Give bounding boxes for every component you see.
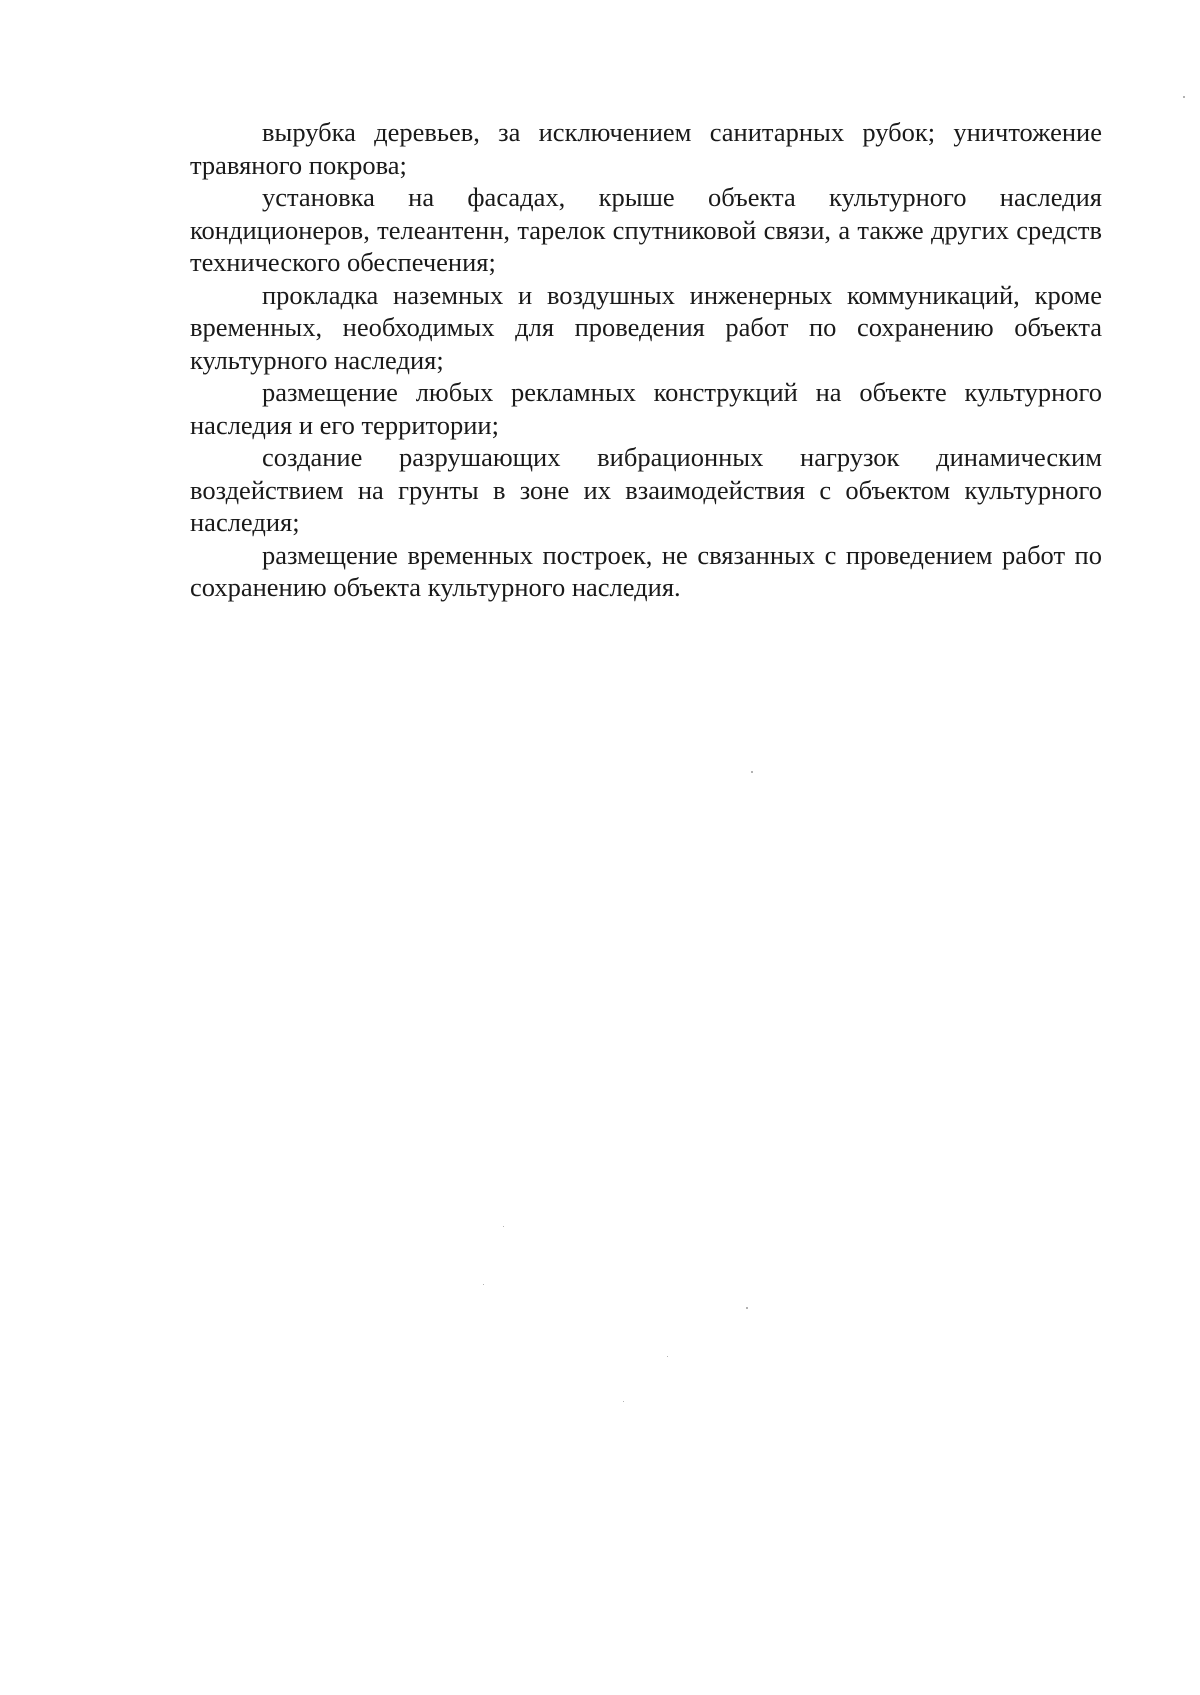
paragraph-temporary-buildings: размещение временных построек, не связанных с проведением работ по сохранению объекта культурного наследия. bbox=[190, 539, 1102, 602]
paragraph-utility-lines: прокладка наземных и воздушных инженерных коммуникаций, кроме временных, необходимых для проведения работ по сохранению объекта культурного наследия; bbox=[190, 279, 1102, 375]
scan-speck bbox=[503, 1226, 504, 1227]
scan-speck bbox=[746, 1307, 748, 1309]
scan-speck bbox=[483, 1284, 484, 1285]
scan-speck bbox=[623, 1401, 624, 1402]
scan-speck bbox=[667, 1356, 668, 1357]
paragraph-vibration-loads: создание разрушающих вибрационных нагрузок динамическим воздействием на грунты в зоне их взаимодействия с объектом культурного наследия; bbox=[190, 442, 1102, 537]
paragraph-facade-equipment: установка на фасадах, крыше объекта культурного наследия кондиционеров, телеантенн, тарелок спутниковой связи, а также других средств технического обеспечения; bbox=[190, 182, 1102, 277]
paragraph-tree-felling: вырубка деревьев, за исключением санитарных рубок; уничтожение травяного покрова; bbox=[190, 117, 1102, 180]
scan-speck bbox=[1183, 96, 1185, 98]
paragraph-advertising: размещение любых рекламных конструкций на объекте культурного наследия и его территории; bbox=[190, 377, 1102, 440]
scan-speck bbox=[751, 771, 753, 773]
document-body bbox=[190, 116, 1102, 604]
